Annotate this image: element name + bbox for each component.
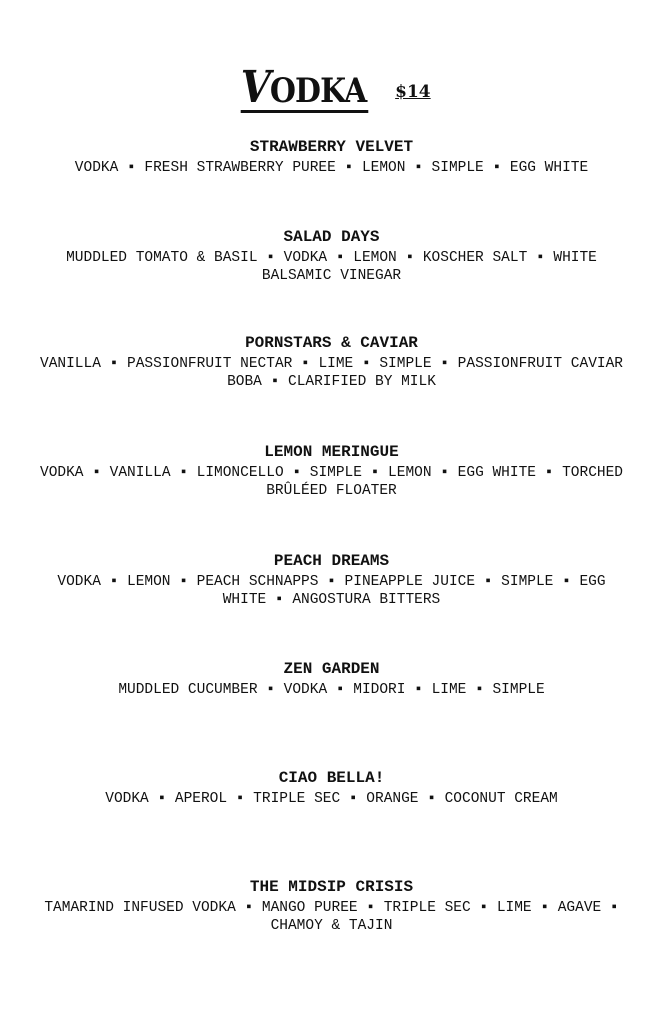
cocktail-name: THE MIDSIP CRISIS xyxy=(249,878,414,896)
cocktail-item xyxy=(30,551,633,609)
menu-title-rest: ODKA xyxy=(270,71,367,111)
cocktail-name: PORNSTARS & CAVIAR xyxy=(245,334,418,352)
cocktail-ingredients: MUDDLED CUCUMBER ▪ VODKA ▪ MIDORI ▪ LIME ▪ SIMPLE xyxy=(118,682,545,698)
cocktail-ingredients: VODKA ▪ LEMON ▪ PEACH SCHNAPPS ▪ PINEAPPLE JUICE ▪ SIMPLE ▪ EGG WHITE ▪ ANGOSTURA BITTERS xyxy=(57,574,606,608)
cocktail-item xyxy=(30,877,633,935)
cocktail-ingredients: MUDDLED TOMATO & BASIL ▪ VODKA ▪ LEMON ▪ KOSCHER SALT ▪ WHITE BALSAMIC VINEGAR xyxy=(66,250,597,284)
cocktail-item xyxy=(30,442,633,500)
cocktail-item xyxy=(30,333,633,391)
cocktail-ingredients: VODKA ▪ FRESH STRAWBERRY PUREE ▪ LEMON ▪ SIMPLE ▪ EGG WHITE xyxy=(74,160,589,176)
cocktail-name: SALAD DAYS xyxy=(283,228,380,246)
menu-title xyxy=(241,62,368,113)
cocktail-ingredients: TAMARIND INFUSED VODKA ▪ MANGO PUREE ▪ TRIPLE SEC ▪ LIME ▪ AGAVE ▪ CHAMOY & TAJIN xyxy=(44,900,619,934)
cocktail-item xyxy=(30,768,633,809)
cocktail-item xyxy=(30,137,633,178)
menu-price: $14 xyxy=(395,82,431,102)
cocktail-name: PEACH DREAMS xyxy=(273,552,390,570)
cocktail-ingredients: VODKA ▪ APEROL ▪ TRIPLE SEC ▪ ORANGE ▪ COCONUT CREAM xyxy=(105,791,558,807)
cocktail-name: LEMON MERINGUE xyxy=(264,443,399,461)
cocktail-item xyxy=(30,659,633,700)
cocktail-ingredients: VANILLA ▪ PASSIONFRUIT NECTAR ▪ LIME ▪ SIMPLE ▪ PASSIONFRUIT CAVIAR BOBA ▪ CLARIFIED BY MILK xyxy=(40,356,623,390)
cocktail-name: CIAO BELLA! xyxy=(278,769,385,787)
menu-title-initial: V xyxy=(241,62,271,113)
menu-header xyxy=(0,62,663,113)
cocktail-ingredients: VODKA ▪ VANILLA ▪ LIMONCELLO ▪ SIMPLE ▪ LEMON ▪ EGG WHITE ▪ TORCHED BRÛLÉED FLOATER xyxy=(40,465,623,499)
cocktail-item xyxy=(30,227,633,285)
cocktail-name: ZEN GARDEN xyxy=(283,660,380,678)
cocktail-name: STRAWBERRY VELVET xyxy=(249,138,414,156)
